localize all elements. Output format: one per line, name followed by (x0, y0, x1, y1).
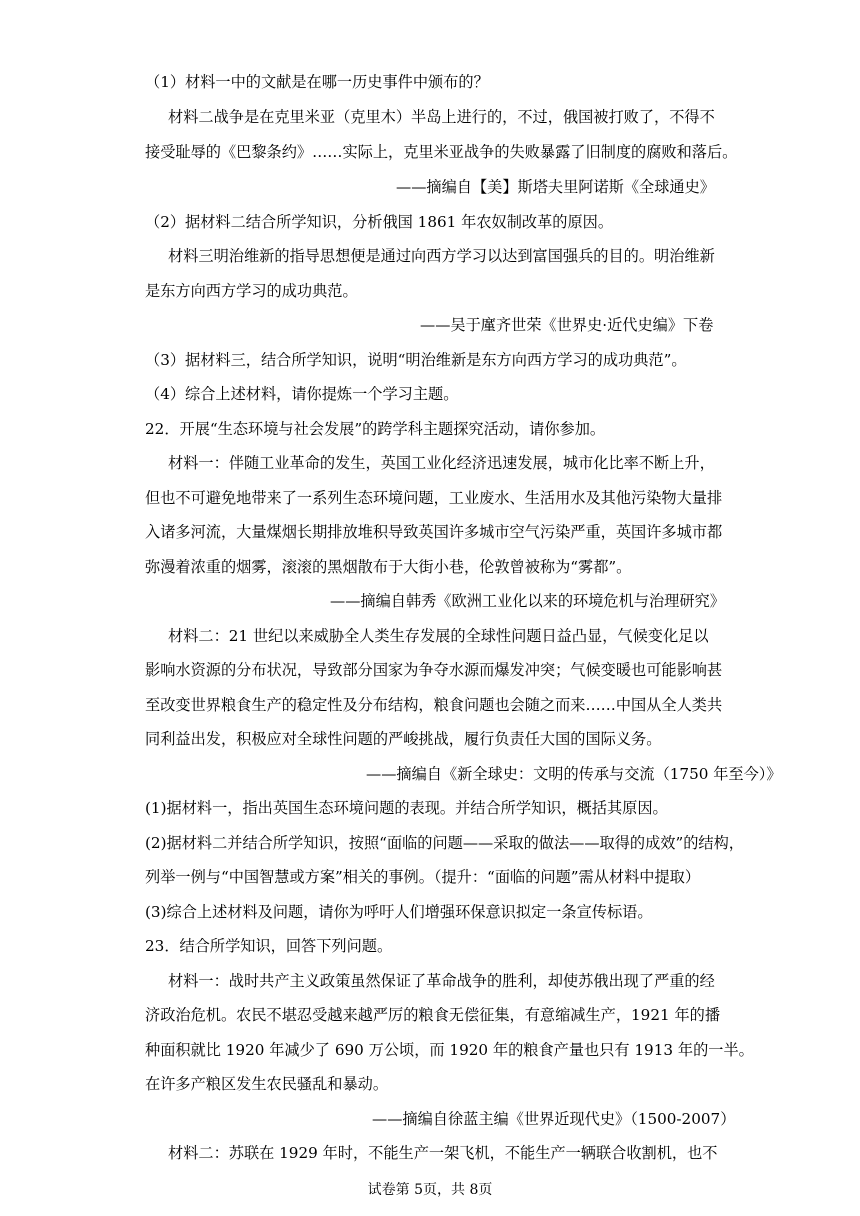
material-1-line: 材料一：战时共产主义政策虽然保证了革命战争的胜利，却使苏俄出现了严重的经 (168, 972, 715, 990)
source-citation: ——摘编自【美】斯塔夫里阿诺斯《全球通史》 (396, 178, 715, 196)
material-1-line: 在许多产粮区发生农民骚乱和暴动。 (145, 1075, 388, 1093)
material-1-line: 济政治危机。农民不堪忍受越来越严厉的粮食无偿征集，有意缩减生产，1921 年的播 (145, 1006, 721, 1024)
material-2-line: 材料二：苏联在 1929 年时，不能生产一架飞机，不能生产一辆联合收割机，也不 (168, 1144, 718, 1162)
material-2-line: 影响水资源的分布状况，导致部分国家为争夺水源而爆发冲突；气候变暖也可能影响甚 (145, 661, 723, 679)
question-22-3: (3)综合上述材料及问题，请你为呼吁人们增强环保意识拟定一条宣传标语。 (145, 903, 653, 921)
page-footer: 试卷第 5页，共 8页 (367, 1182, 493, 1198)
material-3-line: 材料三明治维新的指导思想便是通过向西方学习以达到富国强兵的目的。明治维新 (168, 247, 715, 265)
source-citation: ——摘编自《新全球史：文明的传承与交流（1750 年至今）》 (366, 765, 782, 783)
material-2-line: 接受耻辱的《巴黎条约》……实际上，克里米亚战争的失败暴露了旧制度的腐败和落后。 (145, 143, 738, 161)
material-1-line: 材料一：伴随工业革命的发生，英国工业化经济迅速发展，城市化比率不断上升， (168, 454, 715, 472)
question-3: （3）据材料三，结合所学知识，说明“明治维新是东方向西方学习的成功典范”。 (145, 351, 687, 369)
question-23-heading: 23．结合所学知识，回答下列问题。 (145, 937, 393, 955)
material-1-line: 种面积就比 1920 年减少了 690 万公顷，而 1920 年的粮食产量也只有 1913 年的一半。 (145, 1041, 754, 1059)
material-3-line: 是东方向西方学习的成功典范。 (145, 282, 358, 300)
source-citation: ——吴于廑齐世荣《世界史·近代史编》下卷 (420, 316, 714, 334)
question-2: （2）据材料二结合所学知识，分析俄国 1861 年农奴制改革的原因。 (145, 213, 614, 231)
question-22-2: (2)据材料二并结合所学知识，按照“面临的问题——采取的做法——取得的成效”的结构， (145, 834, 744, 852)
material-1-line: 弥漫着浓重的烟雾，滚滚的黑烟散布于大街小巷，伦敦曾被称为“雾都”。 (145, 558, 632, 576)
material-2-line: 材料二：21 世纪以来威胁全人类生存发展的全球性问题日益凸显，气候变化足以 (168, 627, 709, 645)
source-citation: ——摘编自徐蓝主编《世界近现代史》（1500-2007） (372, 1110, 736, 1128)
question-22-1: (1)据材料一，指出英国生态环境问题的表现。并结合所学知识，概括其原因。 (145, 799, 668, 817)
source-citation: ——摘编自韩秀《欧洲工业化以来的环境危机与治理研究》 (330, 592, 725, 610)
question-22-2-cont: 列举一例与“中国智慧或方案”相关的事例。（提升：“面临的问题”需从材料中提取） (145, 868, 701, 886)
material-1-line: 但也不可避免地带来了一系列生态环境问题，工业废水、生活用水及其他污染物大量排 (145, 489, 723, 507)
material-2-line: 至改变世界粮食生产的稳定性及分布结构，粮食问题也会随之而来……中国从全人类共 (145, 696, 723, 714)
material-2-line: 材料二战争是在克里米亚（克里木）半岛上进行的，不过，俄国被打败了，不得不 (168, 108, 715, 126)
material-2-line: 同利益出发，积极应对全球性问题的严峻挑战，履行负责任大国的国际义务。 (145, 730, 662, 748)
question-4: （4）综合上述材料，请你提炼一个学习主题。 (145, 385, 459, 403)
question-22-heading: 22．开展“生态环境与社会发展”的跨学科主题探究活动，请你参加。 (145, 420, 606, 438)
question-1: （1）材料一中的文献是在哪一历史事件中颁布的？ (145, 73, 489, 91)
material-1-line: 入诸多河流，大量煤烟长期排放堆积导致英国许多城市空气污染严重，英国许多城市都 (145, 523, 723, 541)
